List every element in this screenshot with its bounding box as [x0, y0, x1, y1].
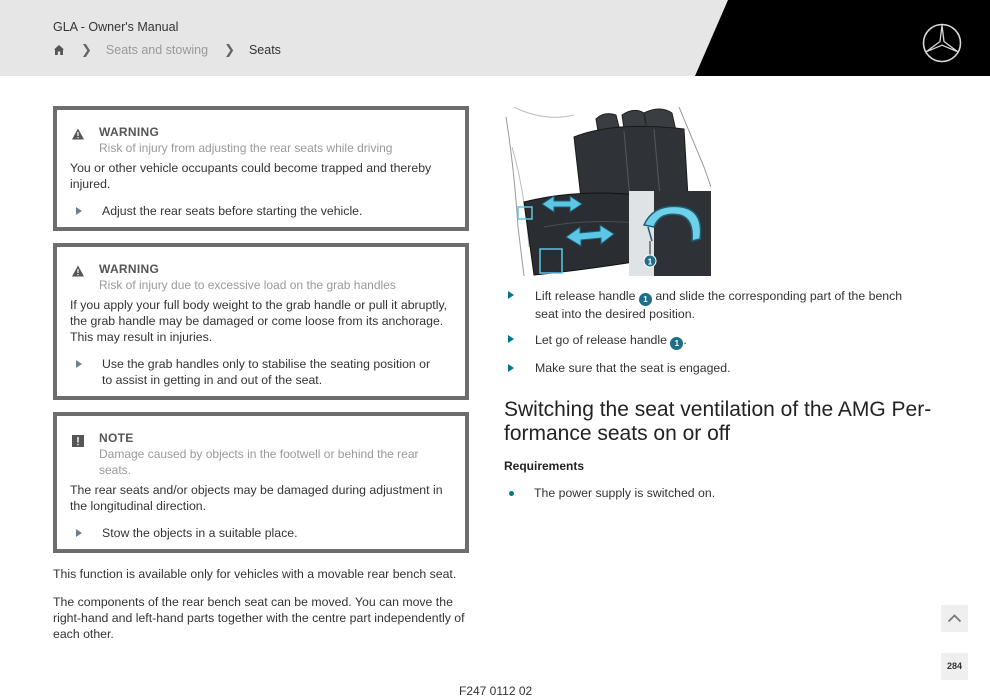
warning-box-adjusting-seats [53, 106, 469, 231]
seat-drawing [504, 107, 711, 276]
step-arrow-icon [76, 360, 82, 368]
requirements-heading: Requirements [504, 459, 585, 473]
step-text-before: Make sure that the seat is engaged. [535, 361, 731, 375]
step-arrow-icon [76, 207, 82, 215]
box-body-text: You or other vehicle occupants could become trapped and thereby injured. [70, 161, 432, 191]
step-arrow-icon [508, 364, 514, 372]
page-number-badge: 284 [941, 653, 968, 680]
box-subtitle: Damage caused by objects in the footwell or behind the rear seats. [99, 447, 419, 477]
callout-badge: 1 [639, 293, 652, 306]
note-box-footwell-objects [53, 412, 469, 553]
step-arrow-icon [508, 291, 514, 299]
step-arrow-icon [508, 335, 514, 343]
box-type-label: WARNING [99, 262, 160, 276]
callout-badge: 1 [670, 337, 683, 350]
step-text-after: and slide the corresponding part of the bench seat into the desired position. [535, 289, 903, 321]
scroll-to-top-button[interactable] [941, 605, 968, 632]
figure-code: F247 0112 02 [459, 684, 533, 698]
requirement-item: The power supply is switched on. [534, 486, 716, 500]
box-step-text: Stow the objects in a suitable place. [102, 526, 298, 540]
box-step-text: Adjust the rear seats before starting the vehicle. [102, 204, 363, 218]
section-title: Switching the seat ventilation of the AMG Per-formance seats on or off [504, 398, 932, 445]
box-step-text: Use the grab handles only to stabilise the seating position or to assist in getting in and out of the seat. [102, 357, 431, 387]
warning-triangle-icon [71, 264, 85, 278]
step-text-after: . [683, 333, 687, 347]
step-lift-release-handle [535, 288, 915, 322]
illustration-callout: 1 [647, 257, 653, 267]
chevron-up-icon [941, 605, 968, 632]
home-icon[interactable] [53, 44, 65, 56]
box-type-label: WARNING [99, 125, 160, 139]
box-subtitle: Risk of injury due to excessive load on the grab handles [99, 278, 396, 292]
rear-bench-seat-illustration [504, 107, 711, 276]
step-make-sure-engaged [535, 360, 915, 376]
breadcrumb [53, 42, 281, 58]
step-text-before: Lift release handle [535, 289, 636, 303]
app-title: GLA - Owner's Manual [53, 20, 179, 34]
mercedes-star-logo[interactable] [921, 22, 963, 64]
bullet-icon [509, 491, 514, 496]
note-exclamation-icon [71, 434, 85, 448]
step-text-before: Let go of release handle [535, 333, 667, 347]
box-type-label: NOTE [99, 431, 134, 445]
step-let-go-handle [535, 332, 915, 350]
box-body-text: The rear seats and/or objects may be damaged during adjustment in the longitudinal direction. [70, 483, 443, 513]
box-body-text: If you apply your full body weight to the grab handle or pull it abruptly, the grab handle may be damaged or come loose from its anchorage. This may result in injuries. [70, 298, 448, 344]
paragraph-availability: This function is available only for vehicles with a movable rear bench seat. [53, 567, 457, 581]
paragraph-components: The components of the rear bench seat can be moved. You can move the right-hand and left-hand parts together with the centre part independently of each other. [53, 595, 465, 641]
step-arrow-icon [76, 529, 82, 537]
chevron-right-icon: ❯ [224, 42, 235, 57]
chevron-right-icon: ❯ [81, 42, 92, 57]
breadcrumb-link-seats-and-stowing[interactable]: Seats and stowing [105, 43, 209, 57]
box-subtitle: Risk of injury from adjusting the rear seats while driving [99, 141, 393, 155]
breadcrumb-current: Seats [248, 43, 281, 57]
warning-triangle-icon [71, 127, 85, 141]
warning-box-grab-handles [53, 243, 469, 400]
